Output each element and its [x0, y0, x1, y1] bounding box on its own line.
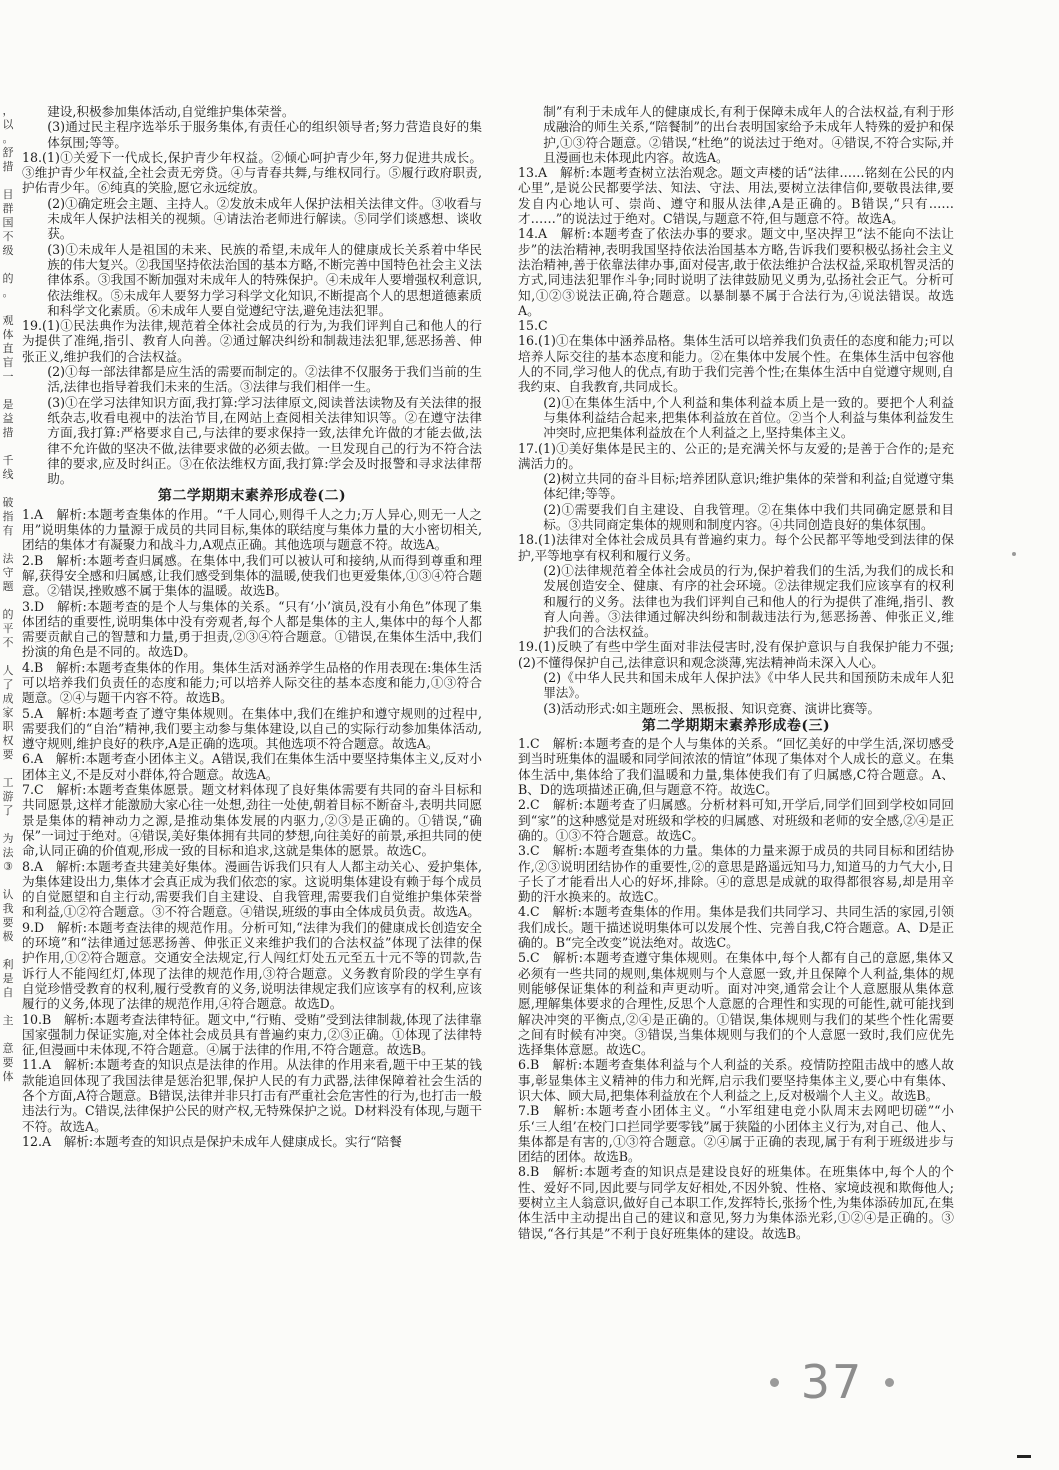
answer-paragraph: 19.(1)反映了有些中学生面对非法侵害时,没有保护意识与自我保护能力不强;(2)不懂得保护自己,法律意识和观念淡薄,宪法精神尚未深入人心。 [518, 639, 954, 670]
answer-paragraph: 4.C 解析:本题考查集体的作用。集体是我们共同学习、共同生活的家园,引领我们成长。题干描述说明集体可以发展个性、完善自我,C符合题意。A、D是正确的。B“完全改变”说法绝对。故选C。 [518, 904, 954, 951]
gutter-fragment [0, 594, 16, 608]
answer-paragraph: 6.B 解析:本题考查集体利益与个人利益的关系。疫情防控阻击战中的感人故事,彰显集体主义精神的伟力和光辉,启示我们要坚持集体主义,要心中有集体、识大体、顾大局,把集体利益放在个人利益之上,反对极端个人主义。故选B。 [518, 1057, 954, 1103]
answer-paragraph: 3.D 解析:本题考查的是个人与集体的关系。“只有‘小’演员,没有小角色”体现了集体团结的重要性,说明集体中没有旁观者,每个人都是集体的主人,集体中的每个人都需要贡献自己的智慧和力量,勇于担责,②③④符合题意。①错误,在集体生活中,我们扮演的角色是不同的。故选D。 [22, 598, 482, 660]
page-dot-left [770, 1378, 779, 1387]
answer-paragraph: 17.(1)①美好集体是民主的、公正的;是充满关怀与友爱的;是善于合作的;是充满活力的。 [518, 440, 954, 471]
answer-paragraph: 7.C 解析:本题考查集体愿景。题文材料体现了良好集体需要有共同的奋斗目标和共同愿景,这样才能激励大家心往一处想,劲往一处使,朝着目标不断奋斗,表明共同愿景是集体的精神动力之源,是推动集体发展的内驱力,②③是正确的。①错误,“确保”一词过于绝对。④错误,美好集体拥有共同的梦想,向往美好的前景,承担共同的使命,认同正确的价值观,形成一致的目标和追求,这就是集体的愿景。故选C。 [22, 782, 482, 859]
gutter-fragment: 是 [2, 398, 14, 411]
section-heading: 第二学期期末素养形成卷(二) [157, 488, 347, 505]
answer-paragraph: (2)①在集体生活中,个人利益和集体利益本质上是一致的。要把个人利益与集体利益结合起来,把集体利益放在首位。②当个人利益与集体利益发生冲突时,应把集体利益放在个人利益之上,坚持集体主义。 [543, 394, 954, 441]
gutter-fragment [0, 1028, 16, 1042]
answer-paragraph: (3)①未成年人是祖国的未来、民族的希望,未成年人的健康成长关系着中华民族的伟大复兴。②我国坚持依法治国的基本方略,不断完善中国特色社会主义法律体系。③我国不断加强对未成年人的特殊保护。④未成年人要增强权利意识,依法维权。⑤未成年人要努力学习科学文化知识,不断提高个人的思想道德素质和科学文化素质。⑥未成年人要自觉遵纪守法,避免违法犯罪。 [47, 241, 482, 318]
left-margin-fragments [0, 104, 16, 1084]
gutter-fragment: 权 [2, 734, 14, 747]
gutter-fragment: 体 [2, 328, 14, 341]
gutter-fragment: 要 [2, 1056, 14, 1069]
gutter-fragment: 平 [2, 622, 14, 635]
gutter-fragment: 一 [2, 370, 14, 383]
answer-paragraph: 10.B 解析:本题考查法律特征。题文中,“行贿、受贿”受到法律制裁,体现了法律靠国家强制力保证实施,对全体社会成员具有普遍约束力,②③正确。①体现了法律特征,但漫画中未体现,不符合题意。④属于法律的作用,不符合题意。故选B。 [22, 1011, 482, 1058]
gutter-fragment: 守 [2, 566, 14, 579]
page-dot-right [885, 1378, 894, 1387]
gutter-fragment: 法 [2, 552, 14, 565]
gutter-fragment: 工 [2, 776, 14, 789]
answer-paragraph: (2)①需要我们自主建设、自我管理。②在集体中我们共同确定愿景和目标。③共同商定集体的规则和制度内容。④共同创造良好的集体氛围。 [543, 501, 954, 533]
answer-paragraph: 3.C 解析:本题考查集体的力量。集体的力量来源于成员的共同目标和团结协作,②③说明团结协作的重要性,②的意思是路遥远知马力,知道马的力气大小,日子长了才能看出人心的好坏,排除。④的意思是成就的取得都很容易,却是用辛勤的汗水换来的。故选C。 [518, 843, 954, 905]
gutter-fragment: 家 [2, 706, 14, 719]
answer-paragraph: 6.A 解析:本题考查小团体主义。A错误,我们在集体生活中要坚持集体主义,反对小团体主义,不是反对小群体,符合题意。故选A。 [22, 751, 482, 782]
gutter-fragment: 题 [2, 580, 14, 593]
gutter-fragment: 成 [2, 692, 14, 705]
gutter-fragment: 我 [2, 902, 14, 915]
answer-paragraph: 8.B 解析:本题考查的知识点是建设良好的班集体。在班集体中,每个人的个性、爱好不同,因此要与同学友好相处,不因外貌、性格、家境歧视和欺侮他人;要树立主人翁意识,做好自己本职工作,发挥特长,张扬个性,为集体添砖加瓦,在集体生活中主动提出自己的建议和意见,努力为集体添光彩,①②④是正确的。③错误,“各行其是”不利于良好班集体的建设。故选B。 [518, 1164, 954, 1241]
answer-paragraph: (2)①每一部法律都是应生活的需要而制定的。②法律不仅服务于我们当前的生活,法律也指导着我们未来的生活。③法律与我们相伴一生。 [47, 364, 482, 395]
gutter-fragment [0, 300, 16, 314]
gutter-fragment: 指 [2, 510, 14, 523]
gutter-fragment [0, 818, 16, 832]
answer-paragraph: 14.A 解析:本题考查了依法办事的要求。题文中,坚决捍卫“法不能向不法让步”的法治精神,表明我国坚持依法治国基本方略,告诉我们要积极弘扬社会主义法治精神,善于依靠法律办事,面对侵害,敢于依法维护合法权益,采取机智灵活的方式,同违法犯罪作斗争;同时说明了法律鼓励见义勇为,弘扬社会正气。分析可知,①②③说法正确,符合题意。以暴制暴不属于合法行为,④说法错误。故选A。 [518, 226, 954, 318]
answer-paragraph: (2)①确定班会主题、主持人。②发放未成年人保护法相关法律文件。③收看与未成年人保护法相关的视频。④请法治老师进行解读。⑤同学们谈感想、谈收获。 [47, 195, 482, 242]
gutter-fragment: 的 [2, 272, 14, 285]
gutter-fragment: 的 [2, 608, 14, 621]
answer-paragraph: 9.D 解析:本题考查法律的规范作用。分析可知,“法律为我们的健康成长创造安全的环境”和“法律通过惩恶扬善、伸张正义来维护我们的合法权益”体现了法律的保护作用,①②符合题意。交通安全法规定,行人闯红灯处五元至五十元不等的罚款,告诉行人不能闯红灯,体现了法律的规范作用,③符合题意。义务教育阶段的学生享有自觉珍惜受教育的权利,履行受教育的义务,说明法律规定我们应该享有的权利,应该履行的义务,体现了法律的规范作用,④符合题意。故选D。 [22, 919, 482, 1012]
answer-paragraph: 5.A 解析:本题考查了遵守集体规则。在集体中,我们在维护和遵守规则的过程中,需要我们的“自治”精神,我们要主动参与集体建设,以自己的实际行动参加集体活动,遵守规则,维护良好的秩序,A是正确的选项。其他选项不符合题意。故选A。 [22, 705, 482, 752]
stray-dot [1012, 552, 1016, 556]
gutter-fragment: 主 [2, 1014, 14, 1027]
gutter-fragment: 了 [2, 804, 14, 817]
gutter-fragment: 以 [2, 118, 14, 131]
page-number: 37 [800, 1355, 864, 1409]
gutter-fragment [0, 650, 16, 664]
gutter-fragment [0, 258, 16, 272]
gutter-fragment [0, 762, 16, 776]
answer-paragraph: 18.(1)①关爱下一代成长,保护青少年权益。②倾心呵护青少年,努力促进共成长。③维护青少年权益,全社会责无旁贷。④与青春共舞,与维权同行。⑤履行政府职责,护佑青少年。⑥纯真的笑脸,愿它永远绽放。 [22, 149, 482, 196]
gutter-fragment: 不 [2, 636, 14, 649]
gutter-fragment: 法 [2, 846, 14, 859]
answer-paragraph: (3)①在学习法律知识方面,我打算:学习法律原文,阅读普法读物及有关法律的报纸杂志,收看电视中的法治节目,在网站上查阅相关法律知识等。②在遵守法律方面,我打算:严格要求自己,与法律的要求保持一致,法律允许做的才能去做,法律不允许做的坚决不做,法律要求做的必须去做。一旦发现自己的行为不符合法律的要求,应及时纠正。③在依法维权方面,我打算:学会及时报警和寻求法律帮助。 [47, 394, 482, 487]
answer-paragraph: 19.(1)①民法典作为法律,规范着全体社会成员的行为,为我们评判自己和他人的行为提供了准绳,指引、教育人向善。②通过解决纠纷和制裁违法犯罪,惩恶扬善、伸张正义,维护我们的合法权益。 [22, 318, 482, 364]
answer-paragraph: 18.(1)法律对全体社会成员具有普遍约束力。每个公民都平等地受到法律的保护,平等地享有权利和履行义务。 [518, 532, 954, 563]
gutter-fragment [0, 482, 16, 496]
answer-paragraph: 制”有利于未成年人的健康成长,有利于保障未成年人的合法权益,有利于形成融洽的师生关系,“陪餐制”的出台表明国家给予未成年人特殊的爱护和保护,①③符合题意。②错误,“杜绝”的说法过于绝对。④错误,不符合实际,并且漫画也未体现此内容。故选A。 [543, 104, 954, 165]
gutter-fragment: 目 [2, 188, 14, 201]
gutter-fragment: 直 [2, 342, 14, 355]
gutter-fragment: 措 [2, 426, 14, 439]
gutter-fragment: 为 [2, 832, 14, 845]
gutter-fragment: 要 [2, 916, 14, 929]
gutter-fragment: 群 [2, 202, 14, 215]
answer-paragraph: 15.C [518, 318, 548, 334]
gutter-fragment: ， [2, 104, 14, 117]
gutter-fragment: ③ [3, 860, 13, 873]
gutter-fragment: 了 [2, 678, 14, 691]
gutter-fragment [0, 174, 16, 188]
answer-paragraph: 12.A 解析:本题考查的知识点是保护未成年人健康成长。实行“陪餐 [22, 1133, 402, 1149]
section-heading: 第二学期期末素养形成卷(三) [641, 717, 831, 734]
answer-paragraph: 11.A 解析:本题考查的知识点是法律的作用。从法律的作用来看,题干中王某的钱款能追回体现了我国法律是惩治犯罪,保护人民的有力武器,法律保障着社会生活的各个方面,A符合题意。B错误,法律并非只打击有严重社会危害性的行为,也打击一般违法行为。C错误,法律保护公民的财产权,无特殊保护之说。D材料没有体现,与题干不符。故选A。 [22, 1057, 482, 1134]
gutter-fragment: 职 [2, 720, 14, 733]
answer-paragraph: (2)树立共同的奋斗目标;培养团队意识;维护集体的荣誉和利益;自觉遵守集体纪律;等等。 [543, 471, 954, 502]
answer-paragraph: (3)活动形式:如主题班会、黑板报、知识竞赛、演讲比赛等。 [543, 700, 881, 716]
left-column [22, 104, 482, 1149]
answer-paragraph: 1.C 解析:本题考查的是个人与集体的关系。“回忆美好的中学生活,深切感受到当时班集体的温暖和同学间浓浓的情谊”体现了集体对个人成长的意义。在集体生活中,集体给了我们温暖和力量,集体使我们有了归属感,C符合题意。A、B、D的选项描述正确,但与题意不符。故选C。 [518, 736, 954, 798]
answer-paragraph: 5.C 解析:本题考查遵守集体规则。在集体中,每个人都有自己的意愿,集体又必须有一些共同的规则,集体规则与个人意愿一致,并且保障个人利益,集体的规则能够保证集体的利益和声更动听。面对冲突,通常会让个人意愿服从集体意愿,理解集体要求的合理性,反思个人意愿的合理性和实现的可能性,就可能找到解决冲突的平衡点,②④是正确的。①错误,集体规则与我们的某些个性化需要之间有时候有冲突。③错误,当集体规则与我们的个人意愿一致时,我们应优先选择集体意愿。故选C。 [518, 950, 954, 1058]
gutter-fragment: 线 [2, 468, 14, 481]
answer-paragraph: 7.B 解析:本题考查小团体主义。“小军组建电竞小队周末去网吧切磋”“小乐‘三人组’在校门口拦同学要零钱”属于狭隘的小团体主义行为,对自己、他人、集体都是有害的,①③符合题意。②④属于正确的表现,属于有利于班级进步与团结的团体。故选B。 [518, 1103, 954, 1165]
answer-paragraph: 建设,积极参加集体活动,自觉维护集体荣誉。 [47, 104, 295, 119]
gutter-fragment: 游 [2, 790, 14, 803]
gutter-fragment: 措 [2, 160, 14, 173]
gutter-fragment: 千 [2, 454, 14, 467]
gutter-fragment: 极 [2, 930, 14, 943]
gutter-fragment: 破 [2, 496, 14, 509]
answer-paragraph: (3)通过民主程序选举乐于服务集体,有责任心的组织领导者;努力营造良好的集体氛围;等等。 [47, 119, 482, 150]
gutter-fragment [0, 944, 16, 958]
gutter-fragment: 人 [2, 664, 14, 677]
answer-paragraph: (2)①法律规范着全体社会成员的行为,保护着我们的生活,为我们的成长和发展创造安全、健康、有序的社会环境。②法律规定我们应该享有的权利和履行的义务。法律也为我们评判自己和他人的行为提供了准绳,指引、教育人向善。③法律通过解决纠纷和制裁违法行为,惩恶扬善、伸张正义,维护我们的合法权益。 [543, 562, 954, 640]
answer-paragraph: (2)《中华人民共和国未成年人保护法》《中华人民共和国预防未成年人犯罪法》。 [543, 669, 954, 701]
gutter-fragment: 是 [2, 972, 14, 985]
gutter-fragment [0, 874, 16, 888]
answer-paragraph: 13.A 解析:本题考查树立法治观念。题文声楼的话“法律……铭刻在公民的内心里”,是说公民都要学法、知法、守法、用法,要树立法律信仰,要敬畏法律,要发自内心地认可、崇尚、遵守和服从法律,A是正确的。B错误,“只有……才……”的说法过于绝对。C错误,与题意不符,但与题意不符。故选A。 [518, 165, 954, 227]
gutter-fragment: 自 [2, 986, 14, 999]
gutter-fragment: 认 [2, 888, 14, 901]
gutter-fragment: 不 [2, 230, 14, 243]
answer-paragraph: 2.B 解析:本题考查归属感。在集体中,我们可以被认可和接纳,从而得到尊重和理解,获得安全感和归属感,让我们感受到集体的温暖,使我们也更爱集体,①③④符合题意。②错误,挫败感不属于集体的温暖。故选B。 [22, 552, 482, 599]
gutter-fragment: 益 [2, 412, 14, 425]
gutter-fragment: 观 [2, 314, 14, 327]
answer-paragraph: 2.C 解析:本题考查了归属感。分析材料可知,开学后,同学们回到学校如同回到“家”的这种感觉是对班级和学校的归属感、对班级和老师的安全感,②④是正确的。①③不符合题意。故选C。 [518, 797, 954, 843]
gutter-fragment [0, 538, 16, 552]
gutter-fragment: 。 [2, 132, 14, 145]
gutter-fragment [0, 1000, 16, 1014]
answer-paragraph: 1.A 解析:本题考查集体的作用。“千人同心,则得千人之力;万人异心,则无一人之用”说明集体的力量源于成员的共同目标,集体的联结度与集体力量的大小密切相关,团结的集体才有凝聚力和战斗力,A观点正确。其他选项与题意不符。故选A。 [22, 506, 482, 553]
corner-mark [1017, 1455, 1031, 1458]
gutter-fragment: 国 [2, 216, 14, 229]
gutter-fragment: 有 [2, 524, 14, 537]
gutter-fragment: 盲 [2, 356, 14, 369]
gutter-fragment: 舒 [2, 146, 14, 159]
gutter-fragment: 意 [2, 1042, 14, 1055]
gutter-fragment [0, 384, 16, 398]
answer-paragraph: 4.B 解析:本题考查集体的作用。集体生活对涵养学生品格的作用表现在:集体生活可以培养我们负责任的态度和能力;可以培养人际交往的基本态度和能力,①③符合题意。②④与题干内容不符。故选B。 [22, 659, 482, 706]
gutter-fragment: 。 [2, 286, 14, 299]
gutter-fragment: 体 [2, 1070, 14, 1083]
gutter-fragment [0, 440, 16, 454]
gutter-fragment: 利 [2, 958, 14, 971]
answer-paragraph: 8.A 解析:本题考查共建美好集体。漫画告诉我们只有人人都主动关心、爱护集体,为集体建设出力,集体才会真正成为我们依恋的家。这说明集体建设有赖于每个成员的自觉愿望和自主行动,需要我们自主建设、自我管理,需要我们自觉维护集体荣誉和利益,①②符合题意。③不符合题意。④错误,班级的事由全体成员负责。故选A。 [22, 858, 482, 920]
right-column [518, 104, 954, 1241]
answer-paragraph: 16.(1)①在集体中涵养品格。集体生活可以培养我们负责任的态度和能力;可以培养人际交往的基本态度和能力。②在集体中发展个性。在集体生活中包容他人的不同,学习他人的优点,有助于我们完善个性;在集体生活中自觉遵守规则,自我约束、自我教育,共同成长。 [518, 333, 954, 395]
gutter-fragment: 要 [2, 748, 14, 761]
page-number-block [752, 1352, 912, 1412]
gutter-fragment: 级 [2, 244, 14, 257]
